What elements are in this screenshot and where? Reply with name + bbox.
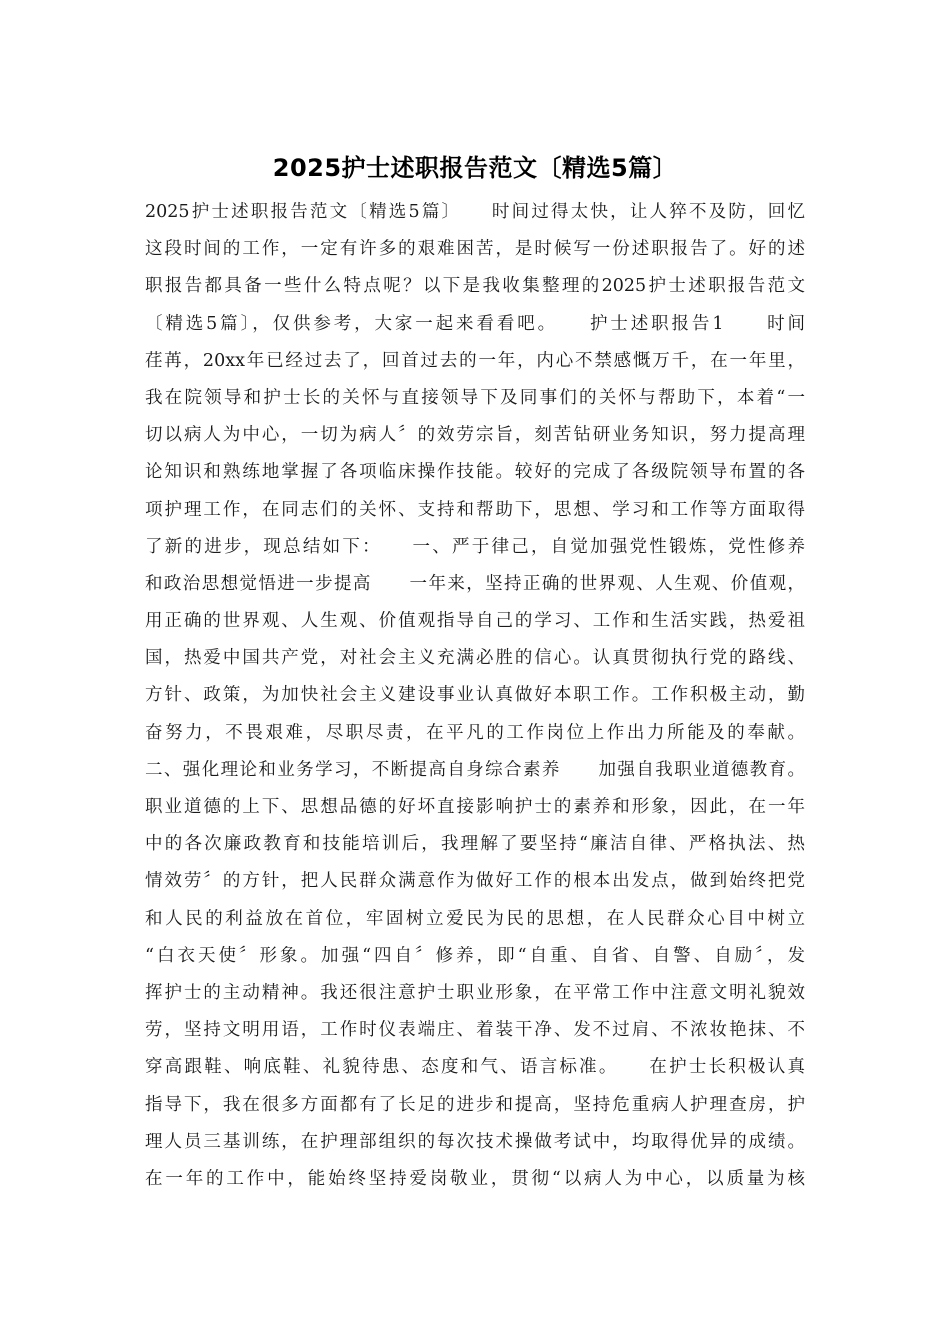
document-body [145, 194, 805, 1198]
body-line: 这段时间的工作，一定有许多的艰难困苦，是时候写一份述职报告了。好的述 [145, 239, 805, 260]
body-line: 2025护士述职报告范文〔精选5篇〕 时间过得太快，让人猝不及防，回忆 [145, 202, 805, 222]
body-line: 和政治思想觉悟进一步提高 一年来，坚持正确的世界观、人生观、价值观， [145, 573, 805, 594]
body-line: 〔精选5篇〕，仅供参考，大家一起来看看吧。 护士述职报告1 时间 [145, 313, 805, 334]
body-line: “白衣天使〞形象。加强“四自〞修养，即“自重、自省、自警、自励〞，发 [145, 945, 805, 966]
body-line: 劳，坚持文明用语，工作时仪表端庄、着装干净、发不过肩、不浓妆艳抹、不 [145, 1020, 805, 1041]
body-line: 论知识和熟练地掌握了各项临床操作技能。较好的完成了各级院领导布置的各 [145, 462, 805, 483]
body-line: 在一年的工作中，能始终坚持爱岗敬业，贯彻“以病人为中心，以质量为核 [145, 1168, 805, 1189]
body-line: 我在院领导和护士长的关怀与直接领导下及同事们的关怀与帮助下，本着“一 [145, 387, 805, 408]
body-line: 理人员三基训练，在护理部组织的每次技术操做考试中，均取得优异的成绩。 [145, 1131, 805, 1152]
body-line: 了新的进步，现总结如下： 一、严于律己，自觉加强党性锻炼，党性修养 [145, 536, 805, 557]
body-line: 职业道德的上下、思想品德的好坏直接影响护士的素养和形象，因此，在一年 [145, 797, 805, 817]
body-line: 指导下，我在很多方面都有了长足的进步和提高，坚持危重病人护理查房，护 [145, 1094, 805, 1115]
body-line: 用正确的世界观、人生观、价值观指导自己的学习、工作和生活实践，热爱祖 [145, 611, 805, 632]
body-line: 挥护士的主动精神。我还很注意护士职业形象，在平常工作中注意文明礼貌效 [145, 982, 805, 1003]
body-line: 荏苒，20xx年已经过去了，回首过去的一年，内心不禁感慨万千，在一年里， [145, 350, 805, 371]
body-line: 项护理工作，在同志们的关怀、支持和帮助下，思想、学习和工作等方面取得 [145, 499, 805, 520]
body-line: 二、强化理论和业务学习，不断提高自身综合素养 加强自我职业道德教育。 [145, 759, 805, 780]
body-line: 国，热爱中国共产党，对社会主义充满必胜的信心。认真贯彻执行党的路线、 [145, 648, 805, 669]
body-line: 奋努力，不畏艰难，尽职尽责，在平凡的工作岗位上作出力所能及的奉献。 [145, 722, 805, 743]
body-line: 穿高跟鞋、响底鞋、礼貌待患、态度和气、语言标准。 在护士长积极认真 [145, 1057, 805, 1078]
body-line: 中的各次廉政教育和技能培训后，我理解了要坚持“廉洁自律、严格执法、热 [145, 834, 805, 855]
body-line: 职报告都具备一些什么特点呢？以下是我收集整理的2025护士述职报告范文 [145, 276, 805, 297]
body-line: 情效劳〞的方针，把人民群众满意作为做好工作的根本出发点，做到始终把党 [145, 871, 805, 892]
body-line: 和人民的利益放在首位，牢固树立爱民为民的思想，在人民群众心目中树立 [145, 908, 805, 929]
body-line: 方针、政策，为加快社会主义建设事业认真做好本职工作。工作积极主动，勤 [145, 685, 805, 706]
document-title: 2025护士述职报告范文〔精选5篇〕 [272, 154, 678, 182]
body-line: 切以病人为中心，一切为病人〞的效劳宗旨，刻苦钻研业务知识，努力提高理 [145, 425, 805, 446]
